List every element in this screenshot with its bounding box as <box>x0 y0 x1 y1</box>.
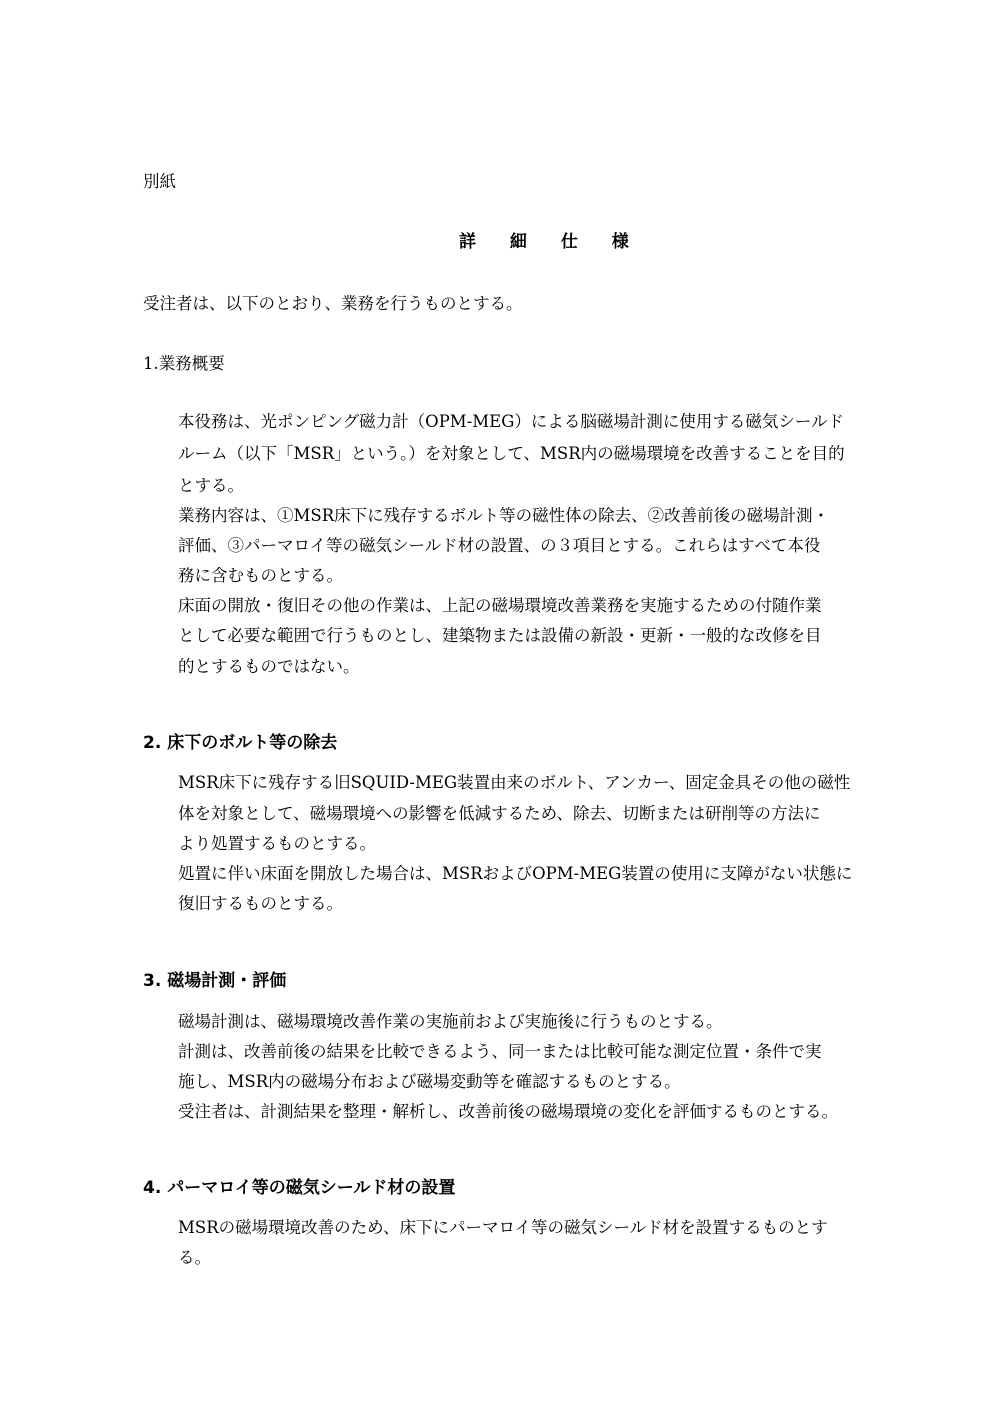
section-3-line: 磁場計測は、磁場環境改善作業の実施前および実施後に行うものとする。 <box>178 1012 723 1031</box>
section-2-line: 処置に伴い床面を開放した場合は、MSRおよびOPM-MEG装置の使用に支障がない状態に <box>178 864 853 883</box>
section-2-line: より処置するものとする。 <box>178 834 376 853</box>
section-3-line: 受注者は、計測結果を整理・解析し、改善前後の磁場環境の変化を評価するものとする。 <box>178 1102 838 1121</box>
section-3-line: 計測は、改善前後の結果を比較できるよう、同一または比較可能な測定位置・条件で実 <box>178 1042 822 1061</box>
section-1-line: 床面の開放・復旧その他の作業は、上記の磁場環境改善業務を実施するための付随作業 <box>178 596 822 615</box>
section-1-line: として必要な範囲で行うものとし、建築物または設備の新設・更新・一般的な改修を目 <box>178 626 822 645</box>
document-title: 詳 細 仕 様 <box>459 232 643 252</box>
intro-text: 受注者は、以下のとおり、業務を行うものとする。 <box>143 294 523 313</box>
section-1-line: 本役務は、光ポンピング磁力計（OPM-MEG）による脳磁場計測に使用する磁気シールド <box>178 412 845 431</box>
section-1-line: とする。 <box>178 476 244 495</box>
section-1-heading: 1.業務概要 <box>143 354 225 373</box>
section-2-line: 復旧するものとする。 <box>178 894 343 913</box>
section-3-line: 施し、MSR内の磁場分布および磁場変動等を確認するものとする。 <box>178 1072 681 1091</box>
section-1-line: ルーム（以下「MSR」という。）を対象として、MSR内の磁場環境を改善することを目的 <box>178 444 845 463</box>
section-2-line: 体を対象として、磁場環境への影響を低減するため、除去、切断または研削等の方法に <box>178 804 821 823</box>
section-1-line: 評価、③パーマロイ等の磁気シールド材の設置、の３項目とする。これらはすべて本役 <box>178 536 821 555</box>
section-1-line: 的とするものではない。 <box>178 657 360 676</box>
section-4-heading: 4. パーマロイ等の磁気シールド材の設置 <box>143 1178 456 1198</box>
section-3-heading: 3. 磁場計測・評価 <box>143 971 287 991</box>
attachment-label: 別紙 <box>143 172 176 191</box>
section-4-line: る。 <box>178 1248 211 1267</box>
section-1-line: 業務内容は、①MSR床下に残存するボルト等の磁性体の除去、②改善前後の磁場計測・ <box>178 506 830 525</box>
section-4-line: MSRの磁場環境改善のため、床下にパーマロイ等の磁気シールド材を設置するものとす <box>178 1218 828 1237</box>
section-1-line: 務に含むものとする。 <box>178 566 343 585</box>
section-2-line: MSR床下に残存する旧SQUID-MEG装置由来のボルト、アンカー、固定金具その他の磁性 <box>178 773 851 792</box>
section-2-heading: 2. 床下のボルト等の除去 <box>143 733 338 753</box>
